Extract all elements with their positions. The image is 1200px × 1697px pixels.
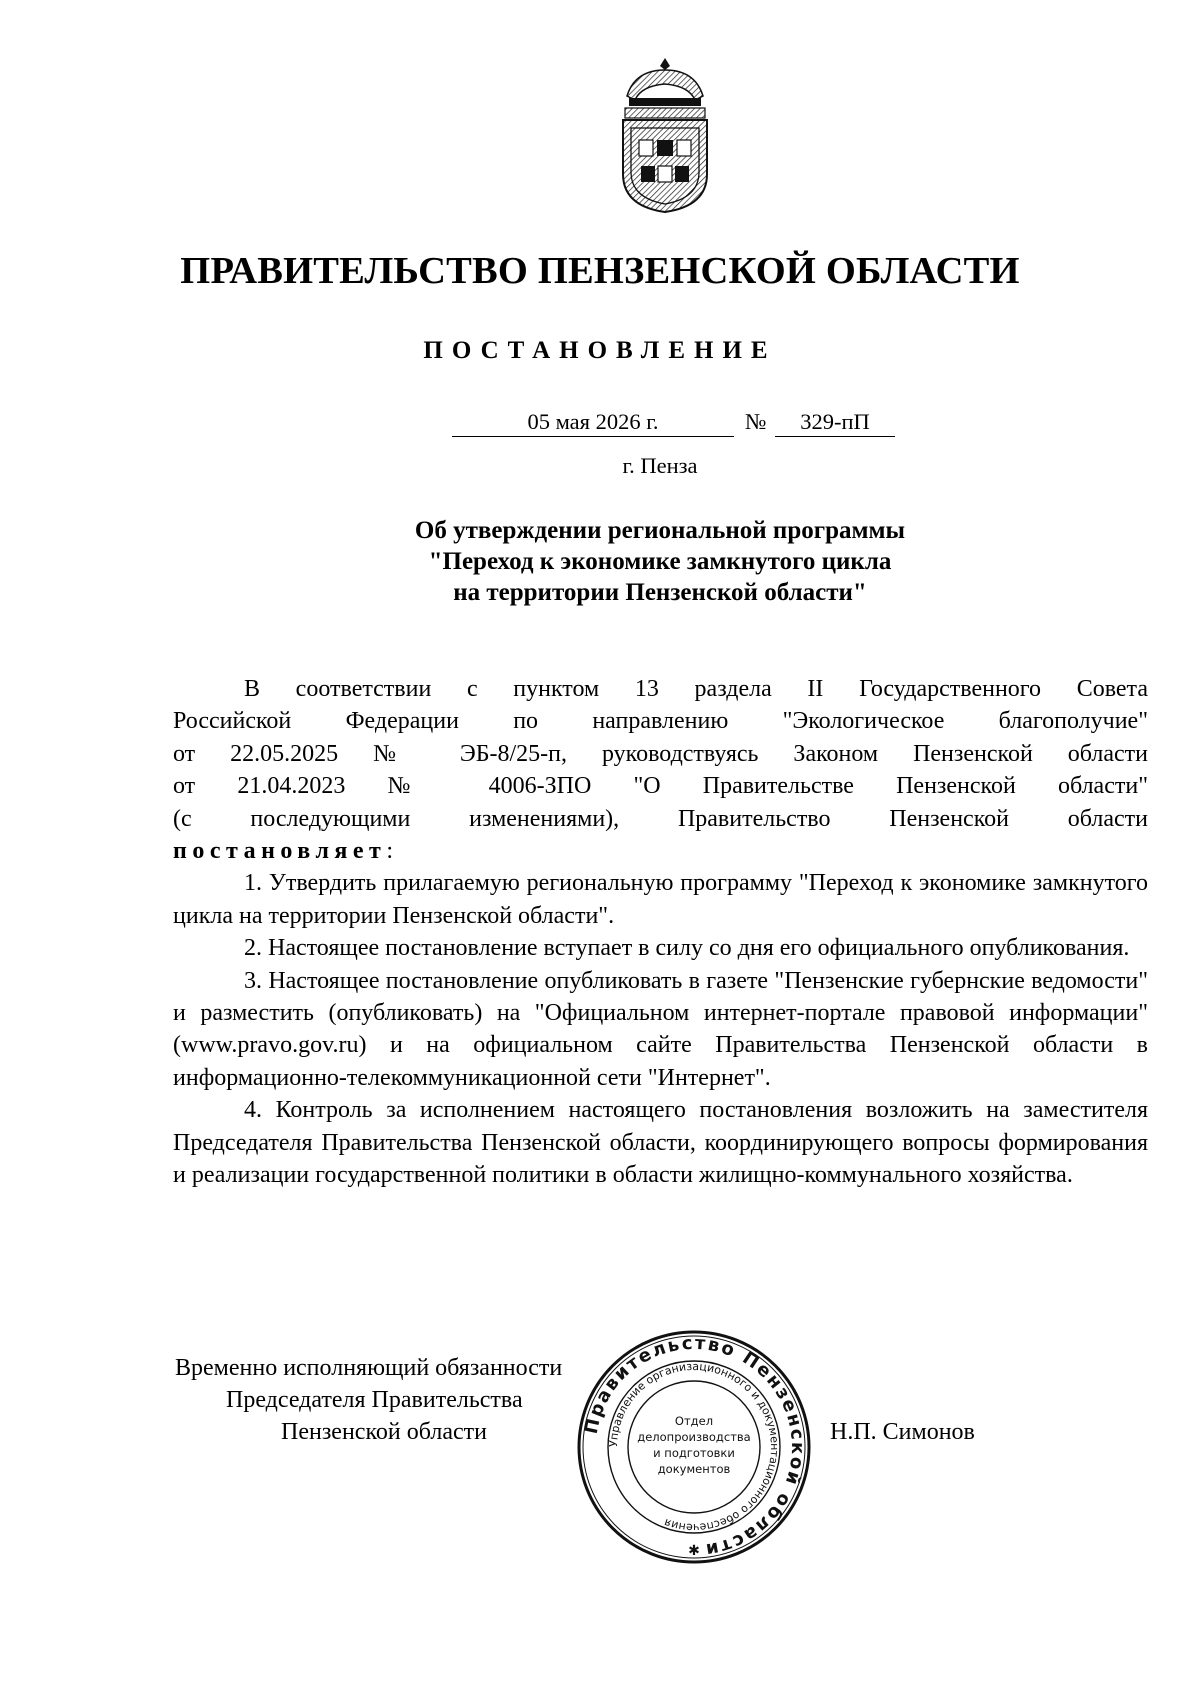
stamp-middle-text: Управление организационного и документационного обеспечения: [606, 1359, 782, 1535]
item-2: 2. Настоящее постановление вступает в силу со дня его официального опубликования.: [244, 935, 1130, 962]
signer-position-line: Председателя Правительства: [226, 1387, 523, 1413]
official-round-stamp: [574, 1327, 814, 1567]
stamp-star-icon: ✱: [688, 1544, 700, 1559]
stamp-center-line: Отдел: [674, 1414, 714, 1428]
decides-word: постановляет: [173, 838, 387, 865]
signer-position-line: Временно исполняющий обязанности: [175, 1355, 563, 1381]
coat-of-arms-emblem: [605, 56, 725, 214]
preamble-line: В соответствии с пунктом 13 раздела II Государственного Совета: [244, 676, 1148, 702]
stamp-center-line: делопроизводства: [637, 1430, 751, 1444]
signer-position-line: Пензенской области: [281, 1419, 487, 1445]
subject-line: "Переход к экономике замкнутого цикла: [428, 548, 892, 575]
document-type: ПОСТАНОВЛЕНИЕ: [423, 337, 777, 364]
document-number: 329-пП: [775, 409, 895, 437]
item-4: 4. Контроль за исполнением настоящего постановления возложить на заместителя Председателя Правительства Пензенской области, координирующего вопросы формирования и реализации государственной политики в области жилищно-коммунального хозяйства.: [173, 1097, 1148, 1189]
government-title: ПРАВИТЕЛЬСТВО ПЕНЗЕНСКОЙ ОБЛАСТИ: [180, 250, 1020, 292]
preamble-line: от 21.04.2023 № 4006-ЗПО "О Правительстве Пензенской области": [173, 773, 1148, 800]
signer-name: Н.П. Симонов: [830, 1419, 975, 1445]
stamp-center-line: и подготовки: [653, 1446, 735, 1460]
decides-colon: :: [386, 838, 393, 865]
preamble-line: Российской Федерации по направлению "Экологическое благополучие": [173, 708, 1148, 735]
document-body: [173, 673, 1148, 1192]
document-date: 05 мая 2026 г.: [452, 409, 734, 437]
item-3: 3. Настоящее постановление опубликовать в газете "Пензенские губернские ведомости" и разместить (опубликовать) на "Официальном интернет-портале правовой информации" (www.pravo.gov.ru) и на официальном сайте Правительства Пензенской области в информационно-телекоммуникационной сети "Интернет".: [173, 967, 1148, 1091]
number-sign: №: [745, 409, 767, 434]
item-1: 1. Утвердить прилагаемую региональную программу "Переход к экономике замкнутого цикла на территории Пензенской области".: [173, 870, 1148, 929]
city: г. Пенза: [622, 453, 698, 478]
subject-line: на территории Пензенской области": [453, 579, 867, 606]
decision-line: [173, 835, 1148, 867]
preamble-line: от 22.05.2025 № ЭБ-8/25-п, руководствуясь Законом Пензенской области: [173, 740, 1148, 767]
stamp-center-line: документов: [657, 1462, 731, 1476]
preamble-line: (с последующими изменениями), Правительство Пензенской области: [173, 805, 1148, 832]
document-subject: [300, 515, 1020, 608]
subject-line: Об утверждении региональной программы: [414, 517, 906, 544]
registration-line: [0, 409, 1200, 439]
stamp-outer-text: Правительство Пензенской области: [580, 1332, 809, 1561]
